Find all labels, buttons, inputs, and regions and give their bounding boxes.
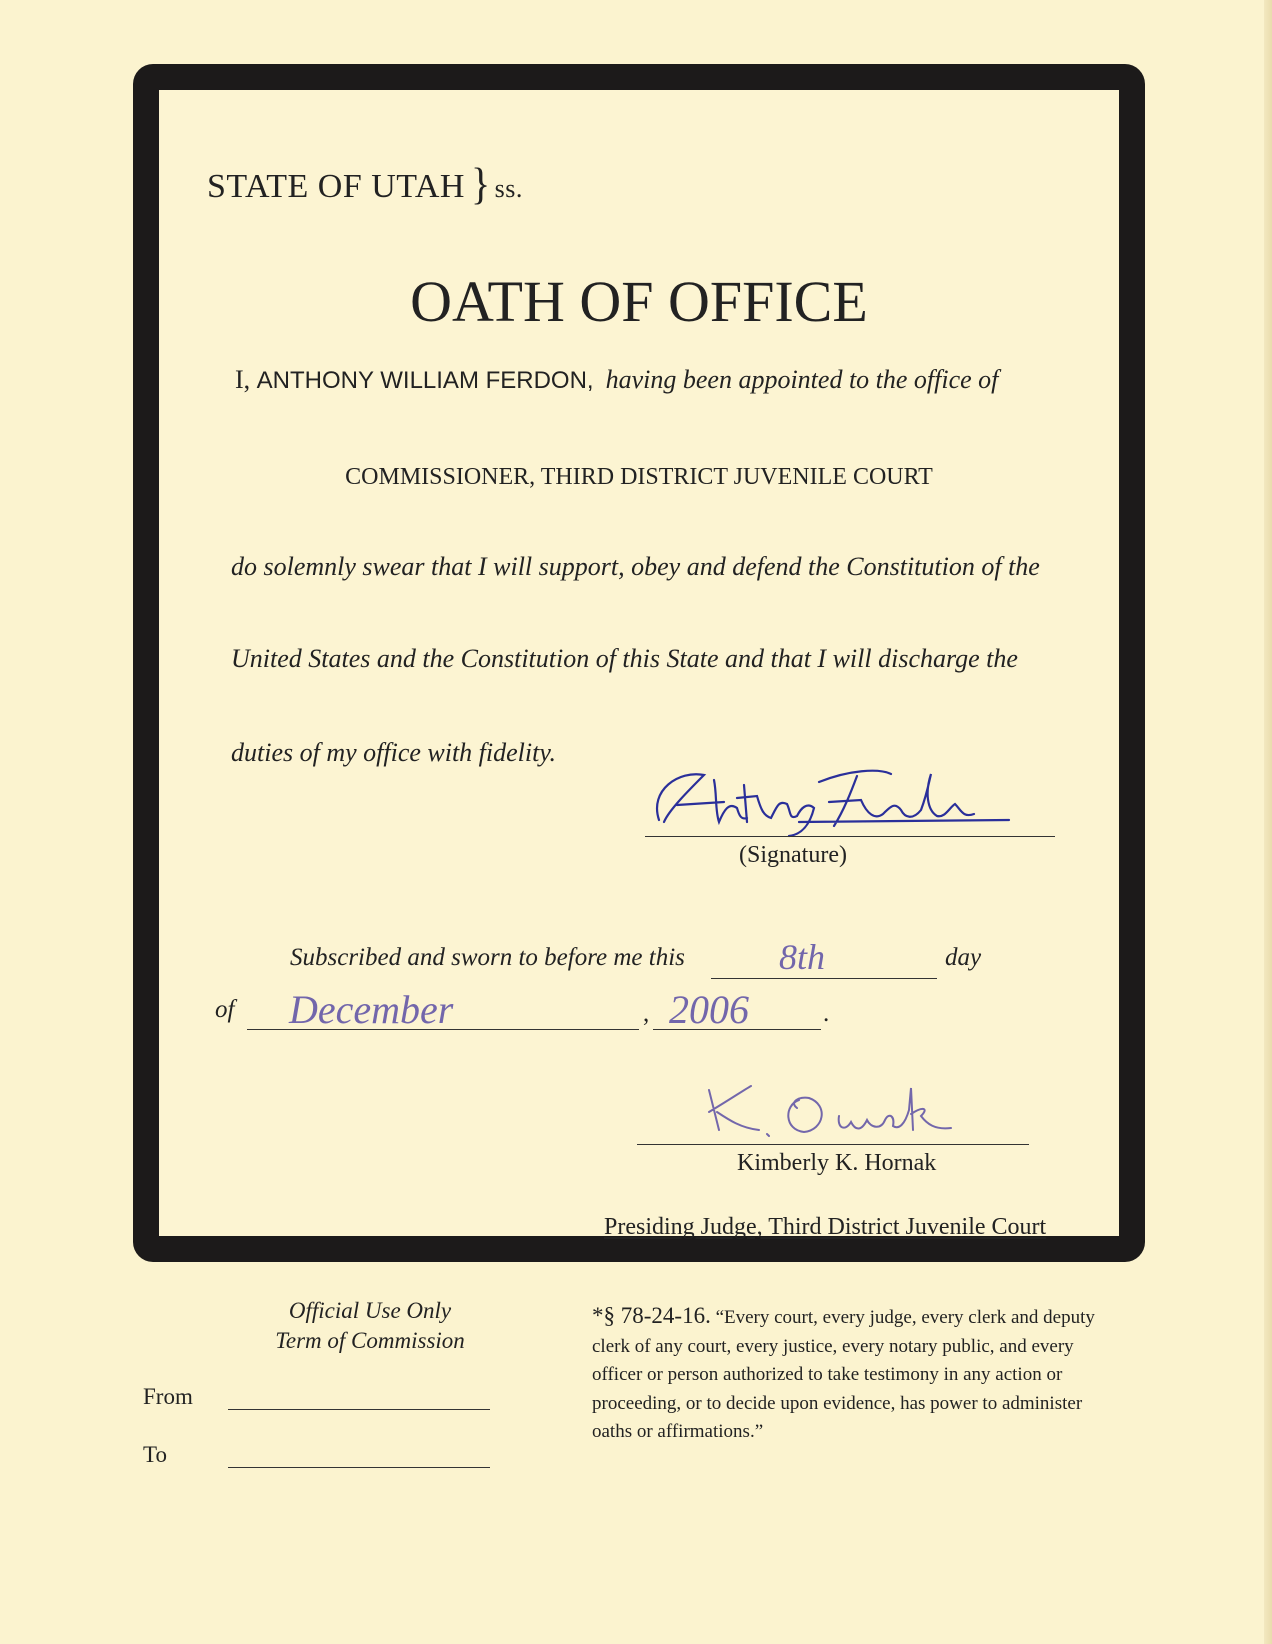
to-field-line xyxy=(228,1467,490,1468)
judge-title: Presiding Judge, Third District Juvenile Court xyxy=(604,1214,1047,1240)
judge-signature xyxy=(689,1050,989,1150)
official-use-line-1: Official Use Only xyxy=(288,1298,452,1323)
statute-text: “Every court, every judge, every clerk and deputy clerk of any court, every justice, every notary public, and every officer or person authorized to take testimony in any action or proceeding, or to decide upon evidence, has power to administer oaths or affirmations.” xyxy=(592,1307,1095,1442)
handwritten-day: 8th xyxy=(779,937,826,977)
appointed-text: having been appointed to the office of xyxy=(605,365,999,394)
official-use-line-2: Term of Commission xyxy=(275,1328,465,1353)
statute-citation: *§ 78-24-16. xyxy=(592,1303,711,1328)
judge-name: Kimberly K. Hornak xyxy=(737,1150,937,1176)
day-line xyxy=(711,978,937,979)
oath-line-3: duties of my office with fidelity. xyxy=(231,738,556,767)
month-line xyxy=(247,1029,639,1030)
state-heading xyxy=(207,160,523,207)
date-period: . xyxy=(823,1000,830,1027)
official-use-heading xyxy=(240,1296,500,1356)
of-word: of xyxy=(215,996,235,1023)
paper-edge xyxy=(1264,0,1272,1644)
appointee-line xyxy=(235,365,998,395)
appointee-signature xyxy=(629,730,1029,840)
appointee-name: ANTHONY WILLIAM FERDON, xyxy=(256,367,594,394)
judge-signature-line xyxy=(637,1144,1029,1145)
state-name: STATE OF UTAH xyxy=(207,168,465,205)
document-title: OATH OF OFFICE xyxy=(410,269,868,334)
oath-line-2: United States and the Constitution of this State and that I will discharge the xyxy=(231,644,1018,673)
signature-line xyxy=(645,836,1055,837)
date-comma: , xyxy=(643,1000,650,1027)
subscribed-text: Subscribed and sworn to before me this xyxy=(290,944,685,971)
office-title: COMMISSIONER, THIRD DISTRICT JUVENILE COURT xyxy=(345,464,933,490)
certificate-frame xyxy=(133,64,1145,1262)
to-label: To xyxy=(143,1442,167,1467)
day-word: day xyxy=(945,944,982,971)
from-field-line xyxy=(228,1409,490,1410)
from-label: From xyxy=(143,1384,193,1409)
handwritten-year: 2006 xyxy=(669,987,749,1032)
ss-mark: ss. xyxy=(494,174,523,203)
pronoun: I, xyxy=(235,365,251,394)
statute-note xyxy=(592,1302,1112,1447)
year-line xyxy=(653,1029,821,1030)
handwritten-month: December xyxy=(289,987,454,1032)
signature-label: (Signature) xyxy=(739,842,847,868)
oath-line-1: do solemnly swear that I will support, obey and defend the Constitution of the xyxy=(231,552,1040,581)
brace-mark: } xyxy=(470,158,491,209)
